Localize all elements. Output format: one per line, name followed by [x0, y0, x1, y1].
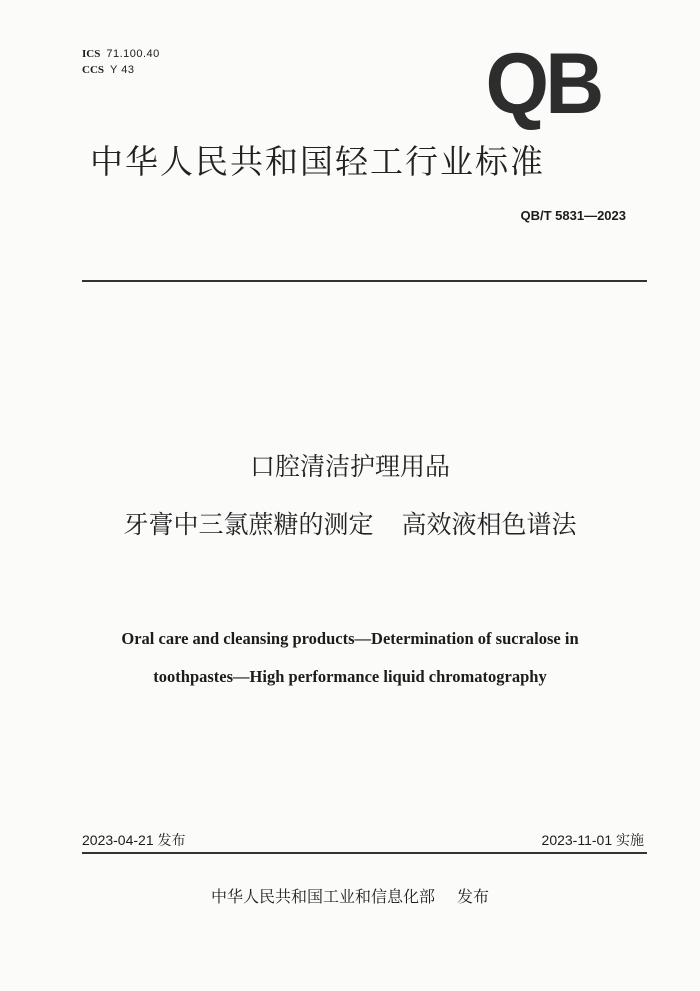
chinese-title-subject: 牙膏中三氯蔗糖的测定	[123, 510, 374, 539]
bottom-divider	[82, 852, 647, 854]
ics-code	[82, 46, 160, 62]
implementation-date: 2023-11-01 实施	[541, 832, 644, 848]
english-title-line1: Oral care and cleansing products—Determination of sucralose in	[121, 629, 579, 648]
standard-category-title: 中华人民共和国轻工行业标准	[90, 142, 545, 181]
chinese-title-line2	[0, 505, 700, 541]
standard-number: QB/T 5831—2023	[520, 208, 626, 223]
issuer-action: 发布	[457, 887, 490, 906]
issuer-name: 中华人民共和国工业和信息化部	[210, 887, 435, 906]
english-title-line2: toothpastes—High performance liquid chromatography	[153, 667, 547, 686]
classification-codes	[82, 46, 160, 78]
ccs-label: CCS	[82, 64, 105, 76]
release-date: 2023-04-21 发布	[82, 832, 186, 848]
chinese-title-line1: 口腔清洁护理用品	[249, 452, 450, 481]
ics-value: 71.100.40	[106, 48, 160, 60]
issuing-authority	[0, 884, 700, 907]
top-divider	[82, 280, 647, 282]
ccs-code	[82, 62, 160, 78]
ccs-value: Y 43	[110, 64, 135, 76]
qb-logo: QB	[485, 36, 601, 132]
chinese-title-method: 高效液相色谱法	[401, 510, 577, 539]
ics-label: ICS	[82, 48, 101, 60]
